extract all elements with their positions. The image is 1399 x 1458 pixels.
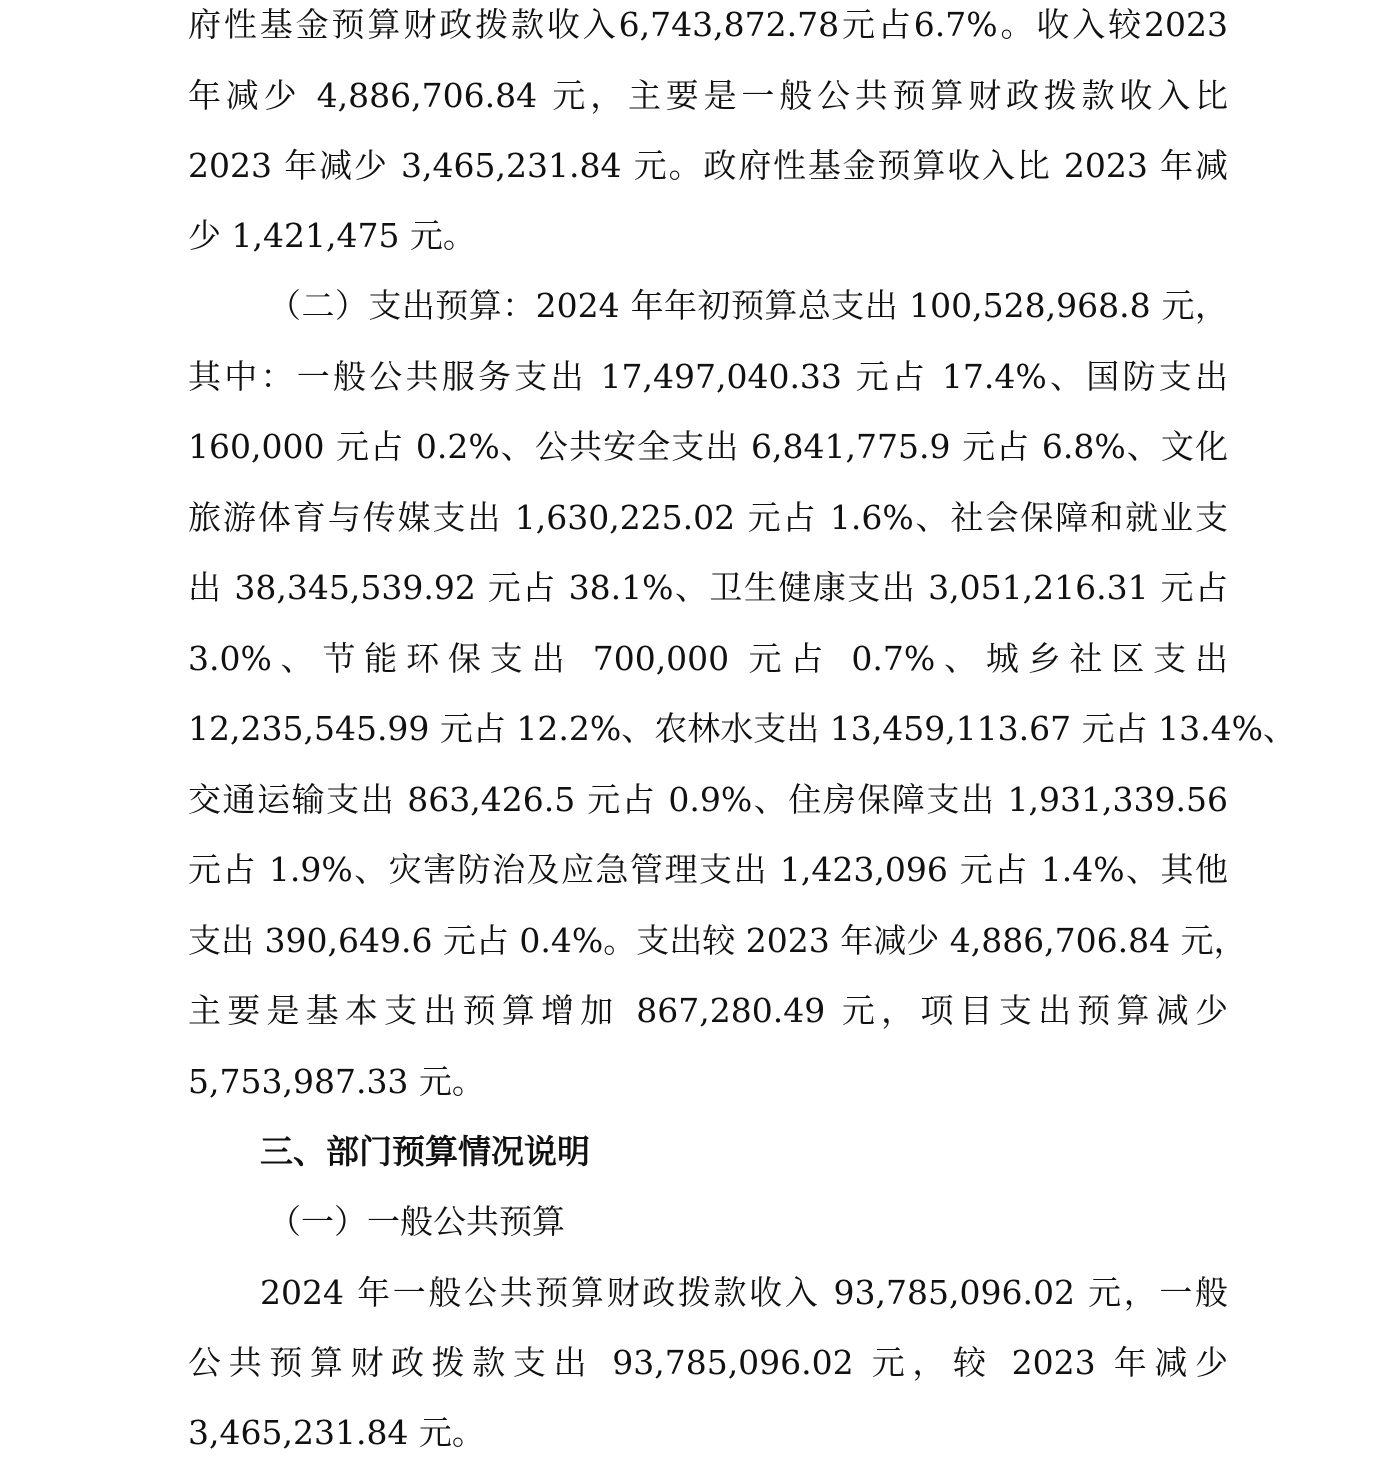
paragraph-line: 年减少 4,886,706.84 元，主要是一般公共预算财政拨款收入比 [188,76,1228,115]
paragraph-line: 3,465,231.84 元。 [188,1413,485,1452]
paragraph-line: 出 38,345,539.92 元占 38.1%、卫生健康支出 3,051,216.31 元占 [188,568,1228,607]
paragraph-line: 支出 390,649.6 元占 0.4%。支出较 2023 年减少 4,886,706.84 元， [188,921,1247,960]
paragraph-line: 交通运输支出 863,426.5 元占 0.9%、住房保障支出 1,931,339.56 [188,780,1228,819]
paragraph-line: 3.0%、节能环保支出 700,000 元占 0.7%、城乡社区支出 [188,639,1228,678]
paragraph-line: 2024 年一般公共预算财政拨款收入 93,785,096.02 元，一般 [260,1273,1228,1312]
paragraph-line: 府性基金预算财政拨款收入6,743,872.78元占6.7%。收入较2023 [188,5,1228,44]
paragraph-line: 2023 年减少 3,465,231.84 元。政府性基金预算收入比 2023 年减 [188,146,1228,185]
paragraph-line: 5,753,987.33 元。 [188,1062,485,1101]
paragraph-line: 公共预算财政拨款支出 93,785,096.02 元，较 2023 年减少 [188,1343,1228,1382]
section-heading: 三、部门预算情况说明 [260,1132,590,1171]
subsection-heading: （一）一般公共预算 [268,1202,565,1241]
paragraph-line: 160,000 元占 0.2%、公共安全支出 6,841,775.9 元占 6.8%、文化 [188,427,1228,466]
paragraph-line: 元占 1.9%、灾害防治及应急管理支出 1,423,096 元占 1.4%、其他 [188,850,1228,889]
paragraph-line: 其中：一般公共服务支出 17,497,040.33 元占 17.4%、国防支出 [188,357,1228,396]
paragraph-line: 旅游体育与传媒支出 1,630,225.02 元占 1.6%、社会保障和就业支 [188,498,1228,537]
paragraph-line: 12,235,545.99 元占 12.2%、农林水支出 13,459,113.67 元占 13.4%、 [188,709,1296,748]
paragraph-line: （二）支出预算：2024 年年初预算总支出 100,528,968.8 元， [268,286,1228,325]
paragraph-line: 主要是基本支出预算增加 867,280.49 元，项目支出预算减少 [188,991,1228,1030]
paragraph-line: 少 1,421,475 元。 [188,216,476,255]
